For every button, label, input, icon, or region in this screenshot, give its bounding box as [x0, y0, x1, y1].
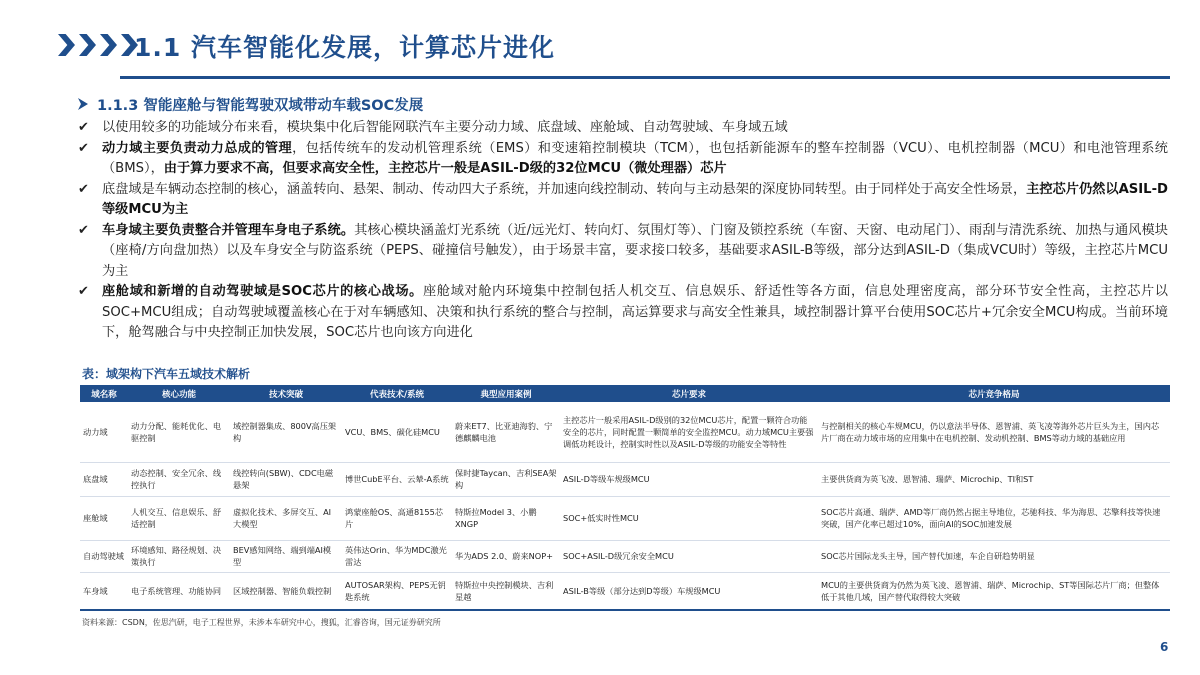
- bullet-plain-text: 其核心模块涵盖灯光系统（近/远光灯、转向灯、氛围灯等）、门窗及锁控系统（车窗、天窗、电动尾门）、雨刮与清洗系统、加热与通风模块（座椅/方向盘加热）以及车身安全与防盗系统（PEPS、碰撞信号触发），由于场景丰富，要求接口较多，基础要求ASIL-B等级，部分达到ASIL-D（集成VCU时）等级，主控芯片MCU为主: [102, 222, 1168, 279]
- table-row: [80, 540, 1170, 572]
- table-cell: 人机交互、信息娱乐、舒适控制: [128, 496, 230, 540]
- bullet-item: [78, 180, 1168, 221]
- table-cell: 域控制器集成、800V高压架构: [230, 402, 342, 462]
- bullet-item: [78, 282, 1168, 344]
- table-cell: 鸿蒙座舱OS、高通8155芯片: [342, 496, 452, 540]
- table-header-cell: 典型应用案例: [452, 385, 560, 402]
- table-row: [80, 572, 1170, 610]
- content-section: [78, 92, 1168, 344]
- table-row: [80, 402, 1170, 462]
- table-header-cell: 核心功能: [128, 385, 230, 402]
- checkmark-icon: ✔: [78, 120, 89, 135]
- table-header-cell: 芯片要求: [560, 385, 818, 402]
- table-cell: 动力域: [80, 402, 128, 462]
- table-cell: SOC芯片高通、瑞萨、AMD等厂商仍然占据主导地位，芯驰科技、华为海思、芯擎科技等快速突破，国产化率已超过10%，面向AI的SOC加速发展: [818, 496, 1170, 540]
- table-cell: VCU、BMS、碳化硅MCU: [342, 402, 452, 462]
- bullet-plain-text: ，包括传统车的发动机管理系统（EMS）和变速箱控制模块（TCM），也包括新能源车的整车控制器（VCU）、电机控制器（MCU）和电池管理系统（BMS），: [102, 140, 1168, 176]
- chevron-icons: [58, 34, 142, 56]
- table-cell: 自动驾驶域: [80, 540, 128, 572]
- chevron-right-icon: [100, 34, 117, 56]
- table-cell: AUTOSAR架构、PEPS无钥匙系统: [342, 572, 452, 610]
- page-title: 1.1 汽车智能化发展，计算芯片进化: [134, 33, 555, 62]
- table-cell: 车身域: [80, 572, 128, 610]
- bullet-plain-text: 底盘域是车辆动态控制的核心，涵盖转向、悬架、制动、传动四大子系统，并加速向线控制动、转向与主动悬架的深度协同转型。由于同样处于高安全性场景，: [102, 181, 1027, 197]
- bullet-list: [78, 118, 1168, 344]
- title-divider: [120, 76, 1170, 79]
- checkmark-icon: ✔: [78, 140, 89, 156]
- table-header-cell: 域名称: [80, 385, 128, 402]
- table-cell: 主控芯片一般采用ASIL-D级别的32位MCU芯片，配置一颗符合功能安全的芯片，同时配置一颗简单的安全监控MCU。动力域MCU主要强调低功耗设计，控制实时性以及ASIL-D等级的功能安全等特性: [560, 402, 818, 462]
- section-heading: [78, 92, 1168, 116]
- chevron-right-icon: [79, 34, 96, 56]
- checkmark-icon: ✔: [78, 181, 89, 197]
- table-cell: ASIL-B等级（部分达到D等级）车规级MCU: [560, 572, 818, 610]
- table-cell: 环境感知、路径规划、决策执行: [128, 540, 230, 572]
- table-cell: 特斯拉中央控制模块、吉利星越: [452, 572, 560, 610]
- bullet-item: [78, 221, 1168, 283]
- section-heading-text: 1.1.3 智能座舱与智能驾驶双域带动车载SOC发展: [97, 97, 424, 114]
- bullet-item: [78, 139, 1168, 180]
- table-cell: 区域控制器、智能负载控制: [230, 572, 342, 610]
- table-header-cell: 芯片竞争格局: [818, 385, 1170, 402]
- table-cell: 动态控制、安全冗余、线控执行: [128, 462, 230, 496]
- table-cell: 底盘域: [80, 462, 128, 496]
- page-number: 6: [1160, 640, 1169, 654]
- table-cell: 座舱域: [80, 496, 128, 540]
- source-note: 资料来源：CSDN，佐思汽研，电子工程世界，未涉本车研究中心，搜狐，汇睿咨询，国元证券研究所: [82, 618, 441, 627]
- table-cell: ASIL-D等级车规级MCU: [560, 462, 818, 496]
- bullet-item: [78, 118, 1168, 139]
- table-cell: 博世CubE平台、云辇-A系统: [342, 462, 452, 496]
- bullet-plain-text: 以使用较多的功能域分布来看，模块集中化后智能网联汽车主要分动力域、底盘域、座舱域、自动驾驶域、车身域五域: [102, 120, 788, 135]
- table-cell: 线控转向(SBW)、CDC电磁悬架: [230, 462, 342, 496]
- bullet-text: [102, 118, 1168, 139]
- table-cell: BEV感知网络、端到端AI模型: [230, 540, 342, 572]
- table-cell: SOC芯片国际龙头主导，国产替代加速，车企自研趋势明显: [818, 540, 1170, 572]
- table-cell: 动力分配、能耗优化、电驱控制: [128, 402, 230, 462]
- table-cell: 电子系统管理、功能协同: [128, 572, 230, 610]
- bullet-bold-text: 主控芯片仍然以ASIL-D等级MCU为主: [102, 181, 1169, 217]
- table-cell: 虚拟化技术、多屏交互、AI大模型: [230, 496, 342, 540]
- arrow-right-icon: [78, 98, 88, 110]
- table-header-row: [80, 385, 1170, 402]
- bullet-bold-text: 车身域主要负责整合并管理车身电子系统。: [102, 222, 355, 238]
- table-cell: 特斯拉Model 3、小鹏XNGP: [452, 496, 560, 540]
- table-cell: 保时捷Taycan、吉利SEA架构: [452, 462, 560, 496]
- bullet-text: [102, 139, 1168, 180]
- bullet-text: [102, 180, 1168, 221]
- table-cell: 英伟达Orin、华为MDC激光雷达: [342, 540, 452, 572]
- checkmark-icon: ✔: [78, 284, 89, 299]
- table-cell: SOC+ASIL-D级冗余安全MCU: [560, 540, 818, 572]
- table-cell: 华为ADS 2.0、蔚来NOP+: [452, 540, 560, 572]
- bullet-text: [102, 221, 1168, 283]
- table-cell: MCU的主要供货商为仍然为英飞凌、恩智浦、瑞萨、Microchip、ST等国际芯片厂商；但整体低于其他几域，国产替代取得较大突破: [818, 572, 1170, 610]
- table-caption: 表：域架构下汽车五域技术解析: [82, 367, 251, 381]
- bullet-plain-text: 座舱域对舱内环境集中控制包括人机交互、信息娱乐、舒适性等各方面，信息处理密度高，部分环节安全性高，主控芯片以SOC+MCU组成；自动驾驶域覆盖核心在于对车辆感知、决策和执行系统的整合与控制，高运算要求与高安全性兼具，域控制器计算平台使用SOC芯片+冗余安全MCU构成。当前环境下，舱驾融合与中央控制正加快发展，SOC芯片也向该方向进化: [102, 284, 1168, 340]
- table-row: [80, 462, 1170, 496]
- table-row: [80, 496, 1170, 540]
- chevron-right-icon: [58, 34, 75, 56]
- slide-header: [0, 0, 1200, 80]
- table-cell: 蔚来ET7、比亚迪海豹、宁德麒麟电池: [452, 402, 560, 462]
- bullet-text: [102, 282, 1168, 344]
- bullet-bold-text: 座舱域和新增的自动驾驶域是SOC芯片的核心战场。: [102, 284, 423, 299]
- bullet-bold-text: 动力域主要负责动力总成的管理: [102, 140, 293, 156]
- table-header-cell: 技术突破: [230, 385, 342, 402]
- table-cell: 主要供货商为英飞凌、恩智浦、瑞萨、Microchip、TI和ST: [818, 462, 1170, 496]
- bullet-bold-text: 由于算力要求不高，但要求高安全性，主控芯片一般是ASIL-D级的32位MCU（微处理器）芯片: [163, 161, 727, 176]
- table-cell: 与控制相关的核心车规MCU，仍以意法半导体、恩智浦、英飞凌等海外芯片巨头为主，国内芯片厂商在动力域市场的应用集中在电机控制、发动机控制、BMS等动力域的基础应用: [818, 402, 1170, 462]
- domain-table: [80, 385, 1170, 611]
- checkmark-icon: ✔: [78, 222, 89, 238]
- table-cell: SOC+低实时性MCU: [560, 496, 818, 540]
- table-header-cell: 代表技术/系统: [342, 385, 452, 402]
